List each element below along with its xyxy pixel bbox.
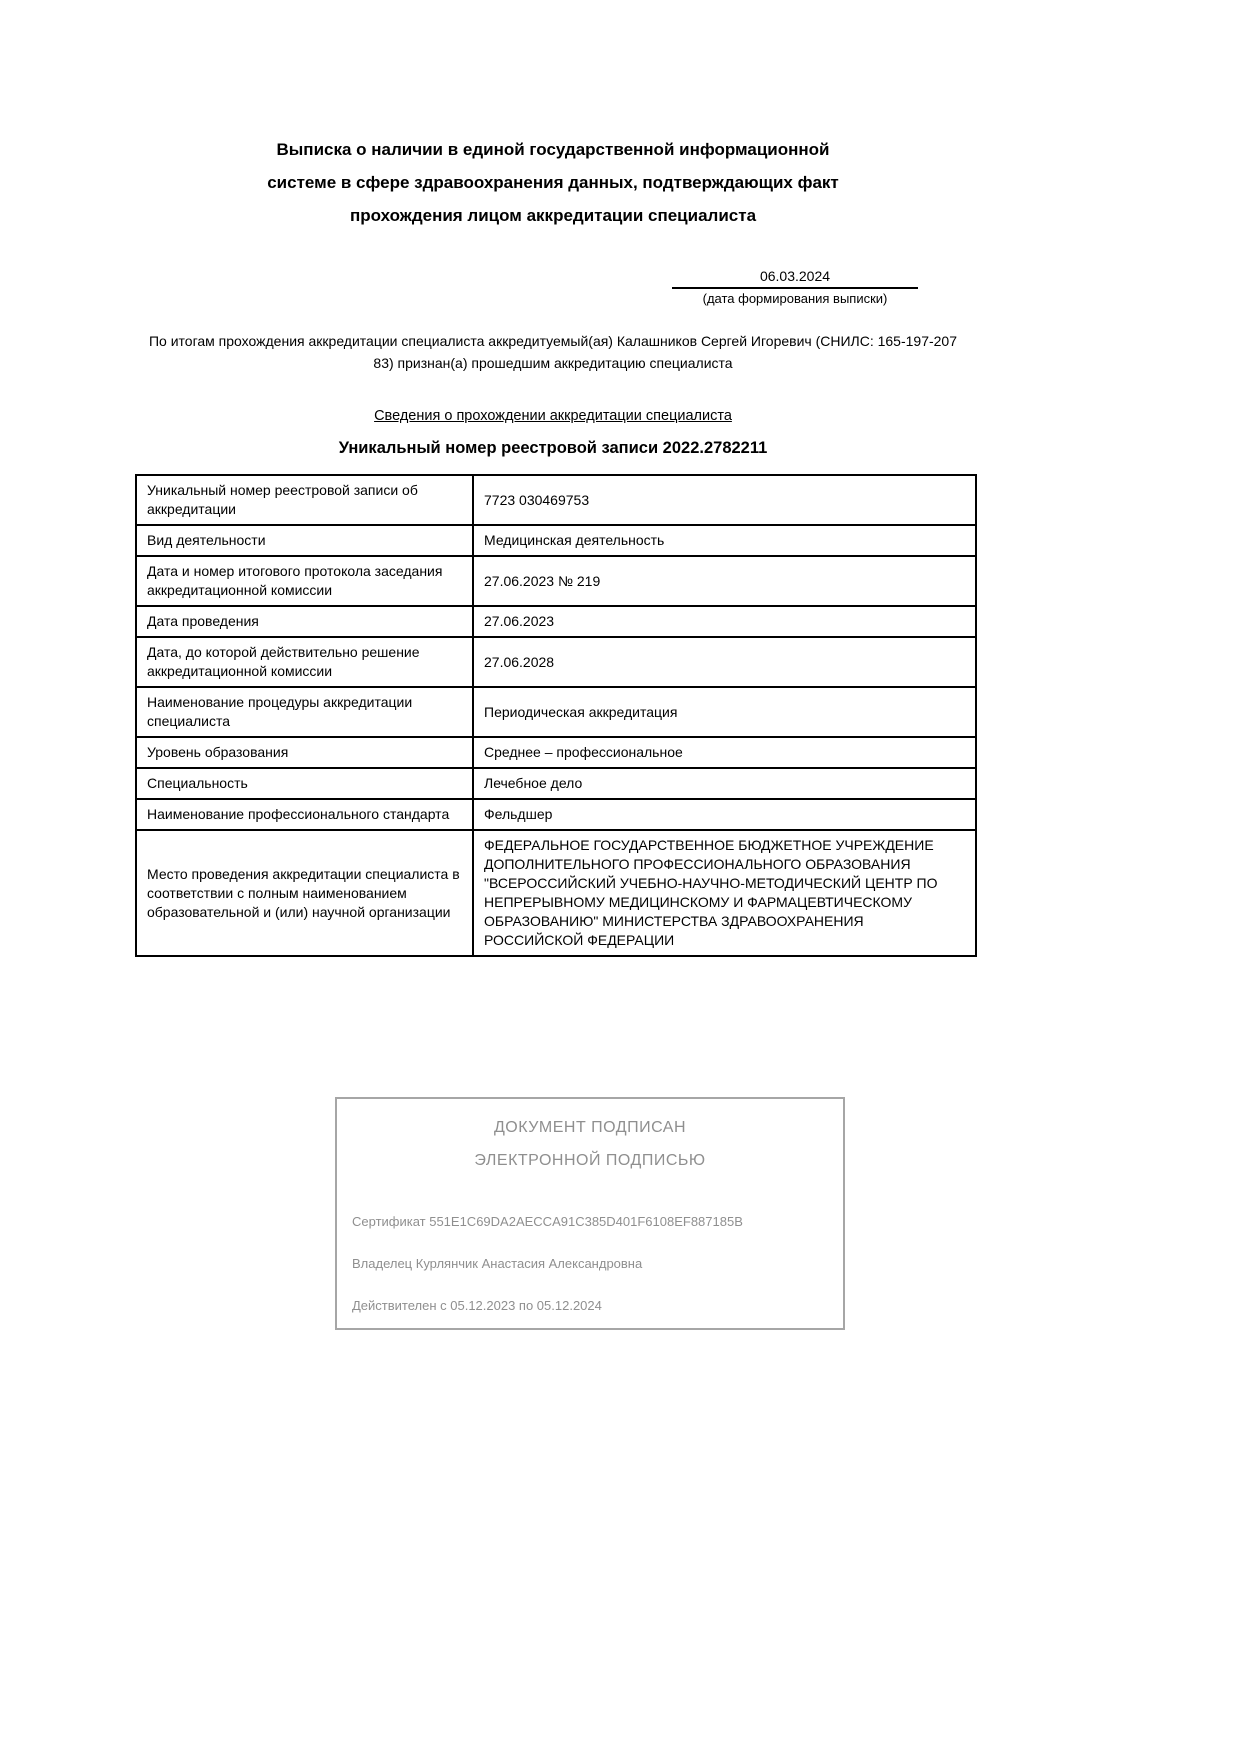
row-label: Наименование процедуры аккредитации специалиста: [136, 687, 473, 737]
accreditation-table: [135, 474, 977, 957]
signature-title-line-2: ЭЛЕКТРОННОЙ ПОДПИСЬЮ: [474, 1152, 706, 1169]
generation-date-caption: (дата формирования выписки): [702, 291, 888, 306]
row-value: ФЕДЕРАЛЬНОЕ ГОСУДАРСТВЕННОЕ БЮДЖЕТНОЕ УЧРЕЖДЕНИЕ ДОПОЛНИТЕЛЬНОГО ПРОФЕССИОНАЛЬНОГО ОБРАЗОВАНИЯ "ВСЕРОССИЙСКИЙ УЧЕБНО-НАУЧНО-МЕТОДИЧЕСКИЙ ЦЕНТР ПО НЕПРЕРЫВНОМУ МЕДИЦИНСКОМУ И ФАРМАЦЕВТИЧЕСКОМУ ОБРАЗОВАНИЮ" МИНИСТЕРСТВА ЗДРАВООХРАНЕНИЯ РОССИЙСКОЙ ФЕДЕРАЦИИ: [473, 830, 976, 956]
signature-validity: Действителен с 05.12.2023 по 05.12.2024: [352, 1298, 602, 1313]
table-row: [136, 606, 976, 637]
row-label: Дата и номер итогового протокола заседания аккредитационной комиссии: [136, 556, 473, 606]
signature-owner: Владелец Курлянчик Анастасия Александровна: [352, 1256, 643, 1271]
row-value: Периодическая аккредитация: [473, 687, 976, 737]
table-row: [136, 687, 976, 737]
document-content: [135, 0, 971, 1330]
intro-paragraph: По итогам прохождения аккредитации специалиста аккредитуемый(ая) Калашников Сергей Игоревич (СНИЛС: 165-197-207 83) признан(а) прошедшим аккредитацию специалиста: [148, 333, 957, 371]
electronic-signature-stamp: [335, 1097, 845, 1330]
row-value: Фельдшер: [473, 799, 976, 830]
row-label: Уровень образования: [136, 737, 473, 768]
signature-title-line-1: ДОКУМЕНТ ПОДПИСАН: [493, 1119, 687, 1136]
table-row: [136, 637, 976, 687]
table-row: [136, 556, 976, 606]
table-row: [136, 525, 976, 556]
row-value: 27.06.2023 № 219: [473, 556, 976, 606]
row-label: Вид деятельности: [136, 525, 473, 556]
table-row: [136, 475, 976, 525]
row-label: Уникальный номер реестровой записи об аккредитации: [136, 475, 473, 525]
row-value: 27.06.2023: [473, 606, 976, 637]
row-label: Дата проведения: [136, 606, 473, 637]
document-title-line-1: Выписка о наличии в единой государственной информационной: [276, 140, 830, 159]
signature-certificate: Сертификат 551E1C69DA2AECCA91C385D401F6108EF887185B: [352, 1214, 743, 1229]
row-value: Медицинская деятельность: [473, 525, 976, 556]
table-row: [136, 830, 976, 956]
row-value: Среднее – профессиональное: [473, 737, 976, 768]
registry-number-heading: Уникальный номер реестровой записи 2022.2782211: [338, 439, 768, 457]
table-row: [136, 799, 976, 830]
row-value: 27.06.2028: [473, 637, 976, 687]
document-title: [135, 133, 971, 232]
generation-date-block: [672, 268, 918, 306]
document-title-line-3: прохождения лицом аккредитации специалиста: [349, 206, 757, 225]
row-label: Наименование профессионального стандарта: [136, 799, 473, 830]
row-value: 7723 030469753: [473, 475, 976, 525]
row-label: Место проведения аккредитации специалиста в соответствии с полным наименованием образовательной и (или) научной организации: [136, 830, 473, 956]
table-row: [136, 768, 976, 799]
generation-date: 06.03.2024: [672, 268, 918, 289]
table-row: [136, 737, 976, 768]
section-heading: Сведения о прохождении аккредитации специалиста: [374, 408, 732, 424]
row-label: Дата, до которой действительно решение аккредитационной комиссии: [136, 637, 473, 687]
row-label: Специальность: [136, 768, 473, 799]
document-title-line-2: системе в сфере здравоохранения данных, подтверждающих факт: [267, 173, 839, 192]
row-value: Лечебное дело: [473, 768, 976, 799]
